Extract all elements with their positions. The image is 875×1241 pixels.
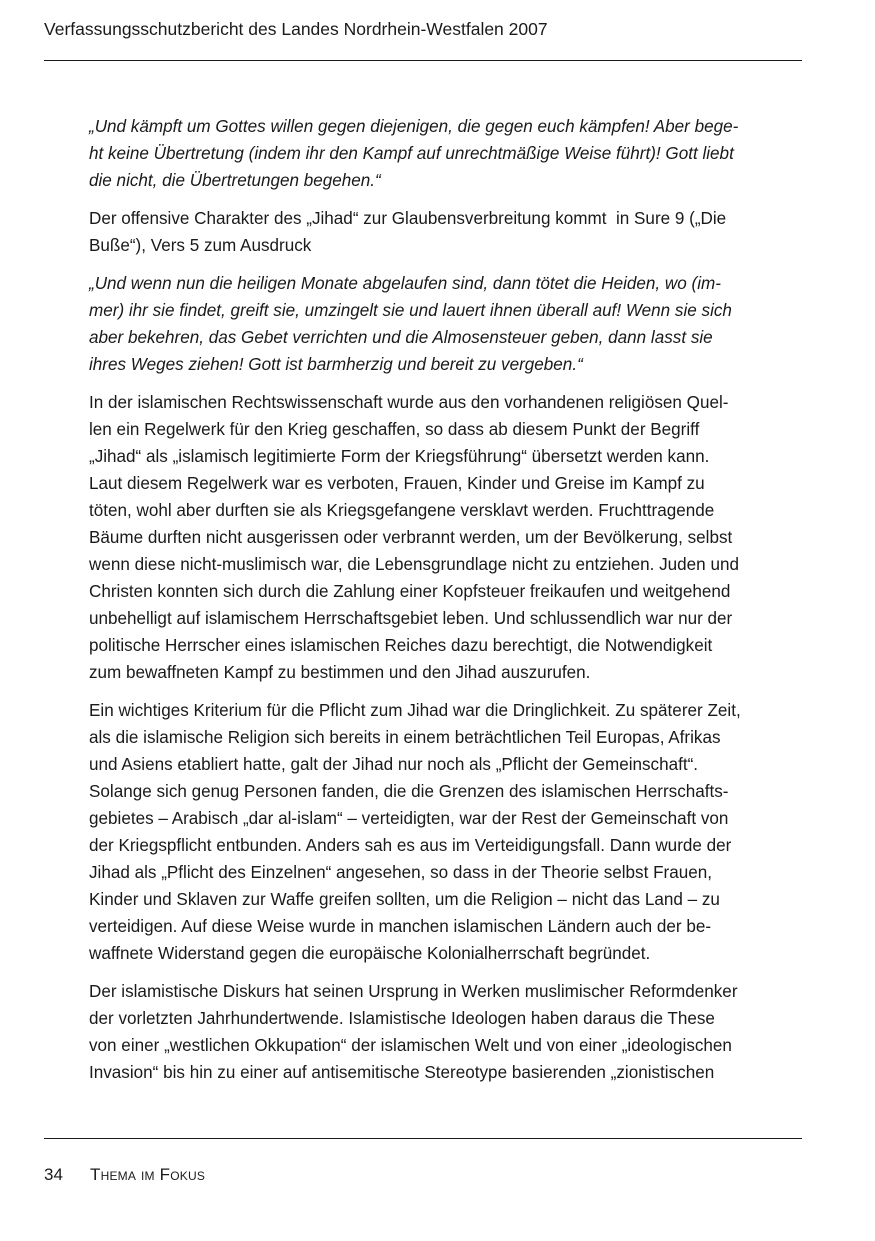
header-rule	[44, 60, 802, 61]
text-line: mer) ihr sie findet, greift sie, umzingelt sie und lauert ihnen überall auf! Wenn sie sich	[89, 301, 732, 320]
text-line: der vorletzten Jahrhundertwende. Islamistische Ideologen haben daraus die These	[89, 1009, 715, 1028]
text-line: Christen konnten sich durch die Zahlung einer Kopfsteuer freikaufen und weitgehend	[89, 582, 731, 601]
paragraph	[89, 978, 805, 1086]
page-number: 34	[44, 1165, 63, 1184]
text-line: Bäume durften nicht ausgerissen oder verbrannt werden, um der Bevölkerung, selbst	[89, 528, 733, 547]
header-title: Verfassungsschutzbericht des Landes Nordrhein-Westfalen 2007	[44, 19, 548, 39]
text-line: die nicht, die Übertretungen begehen.“	[89, 171, 381, 190]
text-line: von einer „westlichen Okkupation“ der islamischen Welt und von einer „ideologischen	[89, 1036, 732, 1055]
text-line: ht keine Übertretung (indem ihr den Kampf auf unrechtmäßige Weise führt)! Gott liebt	[89, 144, 734, 163]
quote-paragraph	[89, 113, 805, 194]
section-title: Thema im Fokus	[90, 1165, 206, 1184]
text-line: Der offensive Charakter des „Jihad“ zur Glaubensverbreitung kommt in Sure 9 („Die	[89, 209, 727, 228]
paragraph	[89, 205, 805, 259]
text-line: Laut diesem Regelwerk war es verboten, Frauen, Kinder und Greise im Kampf zu	[89, 474, 705, 493]
text-line: len ein Regelwerk für den Krieg geschaffen, so dass ab diesem Punkt der Begriff	[89, 420, 700, 439]
text-line: Ein wichtiges Kriterium für die Pflicht zum Jihad war die Dringlichkeit. Zu späterer Zeit,	[89, 701, 741, 720]
text-line: ihres Weges ziehen! Gott ist barmherzig und bereit zu vergeben.“	[89, 355, 583, 374]
text-line: Kinder und Sklaven zur Waffe greifen sollten, um die Religion – nicht das Land – zu	[89, 890, 720, 909]
text-line: der Kriegspflicht entbunden. Anders sah es aus im Verteidigungsfall. Dann wurde der	[89, 836, 732, 855]
paragraph	[89, 697, 805, 967]
paragraph	[89, 389, 805, 686]
quote-paragraph	[89, 270, 805, 378]
text-line: aber bekehren, das Gebet verrichten und die Almosensteuer geben, dann lasst sie	[89, 328, 713, 347]
page-footer	[44, 1163, 205, 1187]
text-line: gebietes – Arabisch „dar al-islam“ – verteidigten, war der Rest der Gemeinschaft von	[89, 809, 729, 828]
body-text	[89, 113, 805, 1097]
text-line: waffnete Widerstand gegen die europäische Kolonialherrschaft begründet.	[89, 944, 651, 963]
text-line: unbehelligt auf islamischem Herrschaftsgebiet leben. Und schlussendlich war nur der	[89, 609, 733, 628]
text-line: „Und kämpft um Gottes willen gegen diejenigen, die gegen euch kämpfen! Aber bege-	[89, 117, 739, 136]
text-line: Der islamistische Diskurs hat seinen Ursprung in Werken muslimischer Reformdenker	[89, 982, 738, 1001]
text-line: Buße“), Vers 5 zum Ausdruck	[89, 236, 312, 255]
text-line: In der islamischen Rechtswissenschaft wurde aus den vorhandenen religiösen Quel-	[89, 393, 729, 412]
text-line: Invasion“ bis hin zu einer auf antisemitische Stereotype basierenden „zionistischen	[89, 1063, 715, 1082]
text-line: als die islamische Religion sich bereits in einem beträchtlichen Teil Europas, Afrikas	[89, 728, 721, 747]
text-line: Jihad als „Pflicht des Einzelnen“ angesehen, so dass in der Theorie selbst Frauen,	[89, 863, 713, 882]
text-line: wenn diese nicht-muslimisch war, die Lebensgrundlage nicht zu entziehen. Juden und	[89, 555, 739, 574]
text-line: „Und wenn nun die heiligen Monate abgelaufen sind, dann tötet die Heiden, wo (im-	[89, 274, 721, 293]
text-line: zum bewaffneten Kampf zu bestimmen und den Jihad auszurufen.	[89, 663, 591, 682]
running-header	[44, 17, 802, 41]
text-line: töten, wohl aber durften sie als Kriegsgefangene versklavt werden. Fruchttragende	[89, 501, 715, 520]
text-line: verteidigen. Auf diese Weise wurde in manchen islamischen Ländern auch der be-	[89, 917, 712, 936]
text-line: und Asiens etabliert hatte, galt der Jihad nur noch als „Pflicht der Gemeinschaft“.	[89, 755, 699, 774]
text-line: politische Herrscher eines islamischen Reiches dazu berechtigt, die Notwendigkeit	[89, 636, 713, 655]
footer-rule	[44, 1138, 802, 1139]
text-line: Solange sich genug Personen fanden, die die Grenzen des islamischen Herrschafts-	[89, 782, 729, 801]
text-line: „Jihad“ als „islamisch legitimierte Form der Kriegsführung“ übersetzt werden kann.	[89, 447, 710, 466]
